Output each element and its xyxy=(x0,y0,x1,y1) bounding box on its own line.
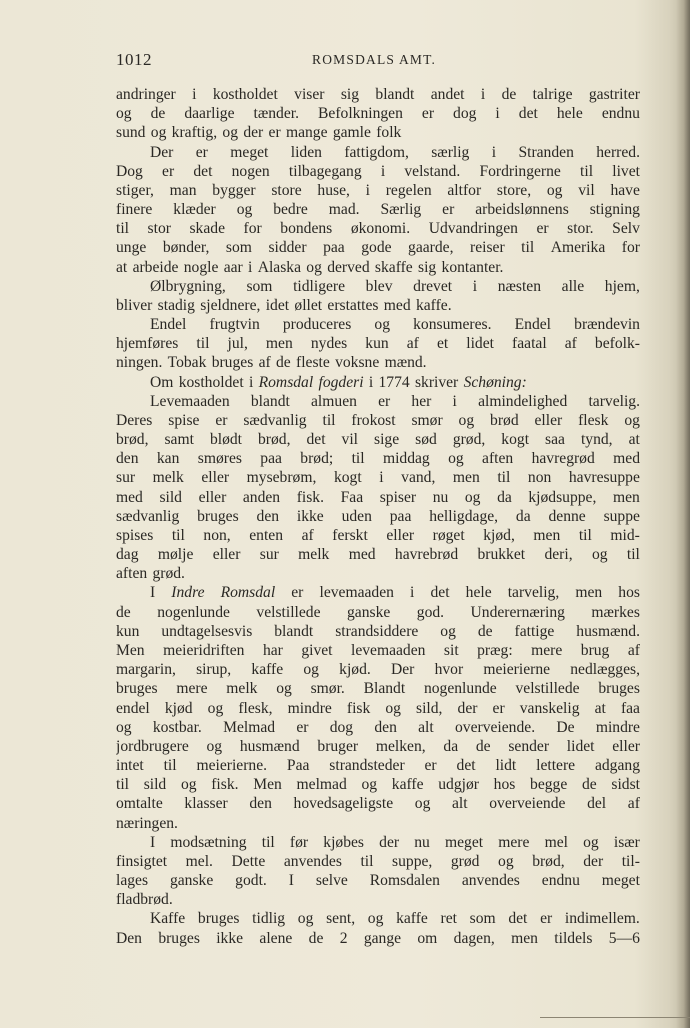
body-text xyxy=(116,85,640,948)
text-line: og de daarlige tænder. Befolkningen er dog i det hele endnu xyxy=(116,105,640,123)
text-line: andringer i kostholdet viser sig blandt andet i de talrige gastriter xyxy=(116,86,640,103)
text-line: I modsætning til før kjøbes der nu meget mere mel og især xyxy=(150,833,640,851)
text-line: omtalte klasser den hovedsageligste og alt overveiende del af xyxy=(116,795,640,813)
text-line: ningen. Tobak bruges af de fleste voksne mænd. xyxy=(116,354,427,372)
text-line: finsigtet mel. Dette anvendes til suppe, grød og brød, der til- xyxy=(116,852,640,870)
text-line: Om kostholdet i Romsdal fogderi i 1774 skriver Schøning: xyxy=(150,373,527,391)
text-line: finere klæder og bedre mad. Særlig er arbeidslønnens stigning xyxy=(116,201,640,219)
text-line: brød, samt blødt brød, det vil sige sød grød, kogt saa tynd, at xyxy=(116,431,640,449)
text-line: Den bruges ikke alene de 2 gange om dagen, men tildels 5—6 xyxy=(116,929,640,947)
text-line: Levemaaden blandt almuen er her i almindelighed tarvelig. xyxy=(150,392,640,410)
text-line: dag mølje eller sur melk med havrebrød brukket deri, og til xyxy=(116,546,640,564)
text-line: til stor skade for bondens økonomi. Udvandringen er stor. Selv xyxy=(116,220,640,238)
running-head: ROMSDALS AMT. xyxy=(312,52,437,67)
text-line: til sild og fisk. Men melmad og kaffe udgjør hos begge de sidst xyxy=(116,776,640,794)
text-line: spises til non, enten af ferskt eller røget kjød, men til mid- xyxy=(116,526,640,544)
text-line: intet til meierierne. Paa strandsteder er det lidt lettere adgang xyxy=(116,757,640,775)
text-line: næringen. xyxy=(116,814,178,832)
text-line: Deres spise er sædvanlig til frokost smør og brød eller flesk og xyxy=(116,411,640,429)
text-line: og kostbar. Melmad er dog den alt overveiende. De mindre xyxy=(116,718,640,736)
text-line: Men meieridriften har givet levemaaden sit præg: mere brug af xyxy=(116,641,640,659)
text-line: de nogenlunde velstillede ganske god. Underernæring mærkes xyxy=(116,603,640,621)
text-line: sund og kraftig, og der er mange gamle folk xyxy=(116,124,402,142)
text-line: Dog er det nogen tilbagegang i velstand. Fordringerne til livet xyxy=(116,162,640,180)
text-line: den kan smøres paa brød; til middag og aften havregrød med xyxy=(116,450,640,468)
text-line: sur melk eller mysebrøm, kogt i vand, men til non havresuppe xyxy=(116,469,640,487)
text-line: endel kjød og flesk, mindre fisk og sild, der er vanskelig at faa xyxy=(116,699,640,717)
text-line: fladbrød. xyxy=(116,891,173,909)
text-line: lages ganske godt. I selve Romsdalen anvendes endnu meget xyxy=(116,872,640,890)
text-line: Endel frugtvin produceres og konsumeres. Endel brændevin xyxy=(150,316,640,334)
page-edge-line xyxy=(540,1017,690,1018)
text-line: bruges mere melk og smør. Blandt nogenlunde velstillede bruges xyxy=(116,680,640,698)
text-line: aften grød. xyxy=(116,565,185,583)
text-line: kun undtagelsesvis blandt strandsiddere og de fattige husmænd. xyxy=(116,622,640,640)
text-line: Kaffe bruges tidlig og sent, og kaffe ret som det er indimellem. xyxy=(150,910,640,928)
text-line: Ølbrygning, som tidligere blev drevet i næsten alle hjem, xyxy=(150,277,640,295)
text-line: med sild eller anden fisk. Faa spiser nu og da kjødsuppe, men xyxy=(116,488,640,506)
text-line: bliver stadig sjeldnere, idet øllet erstattes med kaffe. xyxy=(116,296,452,314)
text-line: stiger, man bygger store huse, i regelen altfor store, og vil have xyxy=(116,181,640,199)
text-line: at arbeide nogle aar i Alaska og derved skaffe sig kontanter. xyxy=(116,258,504,276)
text-line: hjemføres til jul, men nydes kun af et lidet faatal af befolk- xyxy=(116,335,640,353)
text-line: jordbrugere og husmænd bruger melken, da de sender lidet eller xyxy=(116,737,640,755)
text-line: I Indre Romsdal er levemaaden i det hele tarvelig, men hos xyxy=(150,584,640,602)
page-header xyxy=(116,50,642,70)
text-line: unge bønder, som sidder paa gode gaarde, reiser til Amerika for xyxy=(116,239,640,257)
page-edge-shadow xyxy=(676,0,690,1028)
text-line: sædvanlig bruges den ikke uden paa helligdage, da denne suppe xyxy=(116,507,640,525)
text-line: Der er meget liden fattigdom, særlig i Stranden herred. xyxy=(150,143,640,161)
page-number: 1012 xyxy=(116,50,152,69)
text-line: margarin, sirup, kaffe og kjød. Der hvor meierierne nedlægges, xyxy=(116,661,640,679)
